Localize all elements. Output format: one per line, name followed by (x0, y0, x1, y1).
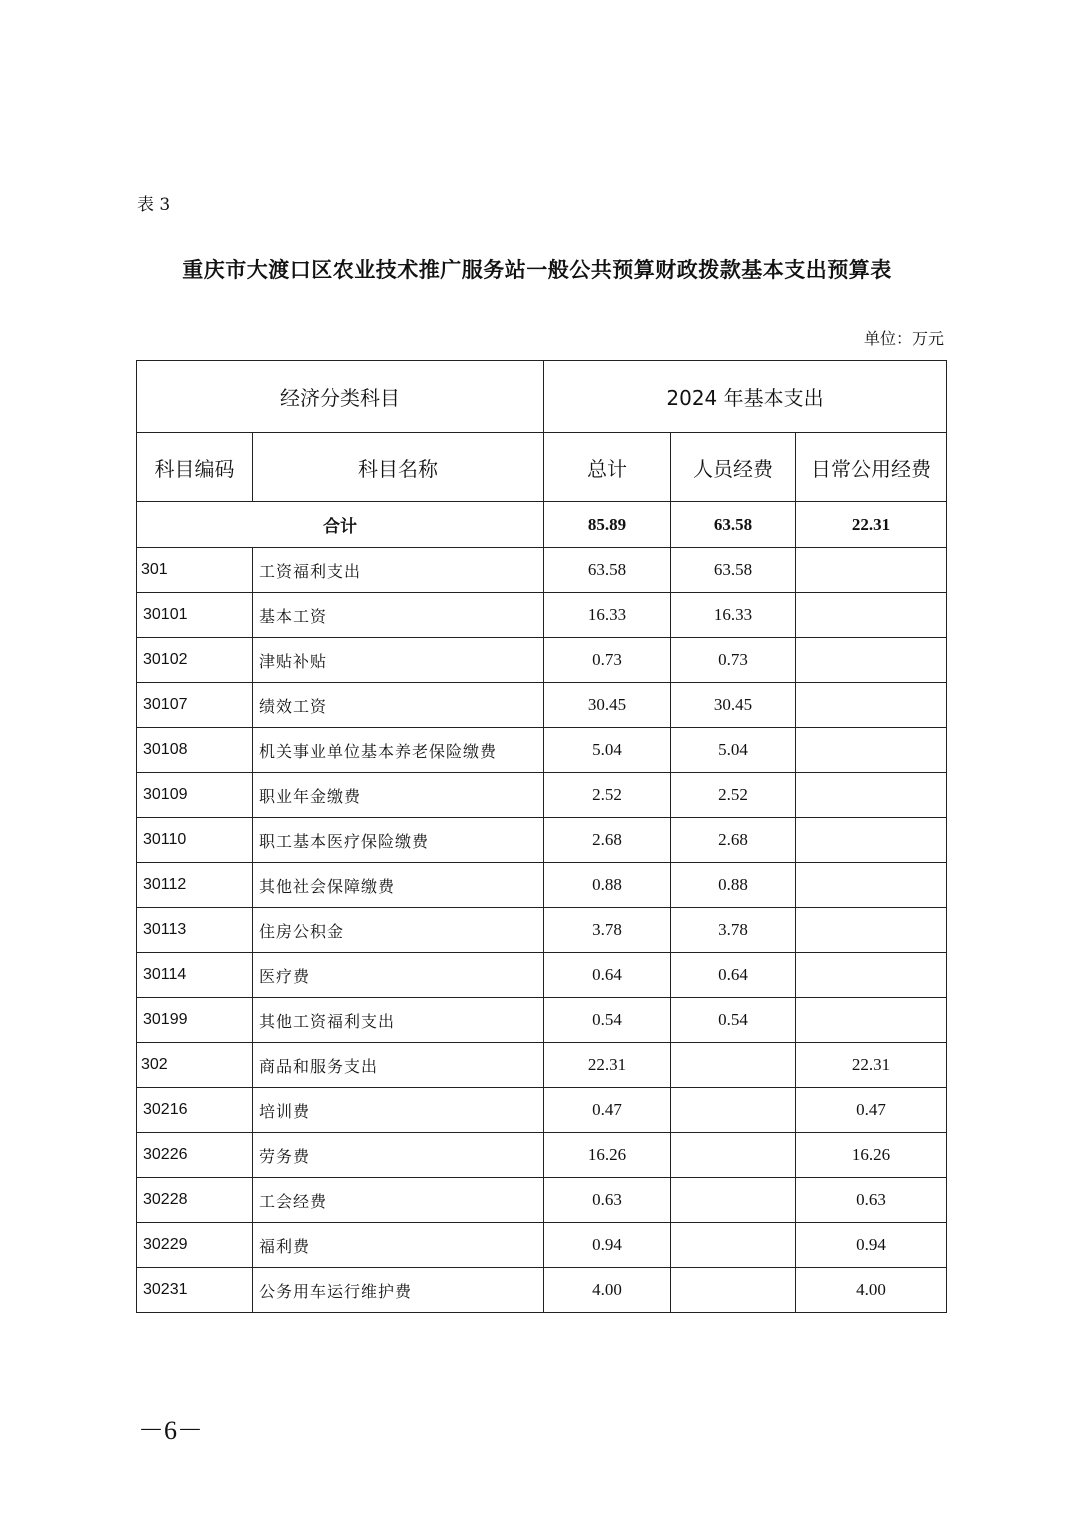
row-code: 301 (137, 548, 253, 593)
row-name: 住房公积金 (253, 908, 544, 953)
row-public (796, 863, 947, 908)
row-name: 工资福利支出 (253, 548, 544, 593)
table-row (137, 1268, 947, 1313)
row-name: 公务用车运行维护费 (253, 1268, 544, 1313)
row-public (796, 728, 947, 773)
row-total: 3.78 (544, 908, 671, 953)
table-body (137, 548, 947, 1313)
row-total: 0.88 (544, 863, 671, 908)
row-total: 16.26 (544, 1133, 671, 1178)
total-total: 85.89 (544, 502, 671, 548)
row-code: 302 (137, 1043, 253, 1088)
header-personnel: 人员经费 (671, 433, 796, 502)
row-public (796, 593, 947, 638)
row-code: 30226 (137, 1133, 253, 1178)
row-total: 0.73 (544, 638, 671, 683)
row-total: 5.04 (544, 728, 671, 773)
row-total: 2.52 (544, 773, 671, 818)
row-public: 22.31 (796, 1043, 947, 1088)
row-name: 津贴补贴 (253, 638, 544, 683)
table-row (137, 908, 947, 953)
table-row (137, 548, 947, 593)
row-name: 福利费 (253, 1223, 544, 1268)
row-name: 职业年金缴费 (253, 773, 544, 818)
row-personnel: 0.64 (671, 953, 796, 998)
total-personnel: 63.58 (671, 502, 796, 548)
header-code: 科目编码 (137, 433, 253, 502)
row-name: 机关事业单位基本养老保险缴费 (253, 728, 544, 773)
row-name: 其他工资福利支出 (253, 998, 544, 1043)
row-personnel: 16.33 (671, 593, 796, 638)
table-row (137, 1043, 947, 1088)
row-personnel (671, 1133, 796, 1178)
table-row (137, 953, 947, 998)
row-personnel (671, 1043, 796, 1088)
row-code: 30114 (137, 953, 253, 998)
row-public (796, 953, 947, 998)
row-personnel: 5.04 (671, 728, 796, 773)
table-row (137, 1088, 947, 1133)
row-name: 其他社会保障缴费 (253, 863, 544, 908)
table-row (137, 638, 947, 683)
row-personnel: 0.88 (671, 863, 796, 908)
page-title: 重庆市大渡口区农业技术推广服务站一般公共预算财政拨款基本支出预算表 (182, 257, 892, 282)
header-group-economic: 经济分类科目 (137, 361, 544, 433)
row-name: 职工基本医疗保险缴费 (253, 818, 544, 863)
row-name: 工会经费 (253, 1178, 544, 1223)
row-total: 16.33 (544, 593, 671, 638)
row-personnel: 0.73 (671, 638, 796, 683)
budget-table (136, 360, 947, 1313)
table-row (137, 1178, 947, 1223)
unit-label: 单位：万元 (863, 329, 944, 348)
row-code: 30113 (137, 908, 253, 953)
row-public (796, 998, 947, 1043)
total-row (137, 502, 947, 548)
row-personnel (671, 1223, 796, 1268)
row-public: 0.94 (796, 1223, 947, 1268)
row-code: 30216 (137, 1088, 253, 1133)
row-total: 0.47 (544, 1088, 671, 1133)
row-code: 30109 (137, 773, 253, 818)
row-total: 30.45 (544, 683, 671, 728)
row-public: 4.00 (796, 1268, 947, 1313)
row-total: 63.58 (544, 548, 671, 593)
row-name: 商品和服务支出 (253, 1043, 544, 1088)
row-public (796, 773, 947, 818)
row-total: 2.68 (544, 818, 671, 863)
header-total: 总计 (544, 433, 671, 502)
row-public (796, 683, 947, 728)
row-public: 16.26 (796, 1133, 947, 1178)
row-code: 30102 (137, 638, 253, 683)
row-name: 绩效工资 (253, 683, 544, 728)
row-personnel (671, 1268, 796, 1313)
table-label: 表 3 (137, 195, 171, 215)
table-row (137, 773, 947, 818)
row-total: 0.94 (544, 1223, 671, 1268)
header-name: 科目名称 (253, 433, 544, 502)
row-public: 0.47 (796, 1088, 947, 1133)
row-total: 0.63 (544, 1178, 671, 1223)
table-row (137, 863, 947, 908)
header-public: 日常公用经费 (796, 433, 947, 502)
row-name: 劳务费 (253, 1133, 544, 1178)
row-code: 30112 (137, 863, 253, 908)
row-total: 4.00 (544, 1268, 671, 1313)
table-row (137, 1133, 947, 1178)
row-personnel: 30.45 (671, 683, 796, 728)
table-row (137, 998, 947, 1043)
table-row (137, 683, 947, 728)
row-code: 30228 (137, 1178, 253, 1223)
row-code: 30101 (137, 593, 253, 638)
row-name: 基本工资 (253, 593, 544, 638)
row-personnel: 63.58 (671, 548, 796, 593)
row-total: 22.31 (544, 1043, 671, 1088)
row-personnel (671, 1088, 796, 1133)
row-code: 30108 (137, 728, 253, 773)
row-code: 30110 (137, 818, 253, 863)
row-code: 30231 (137, 1268, 253, 1313)
table-row (137, 593, 947, 638)
table-row (137, 818, 947, 863)
row-code: 30199 (137, 998, 253, 1043)
table-row (137, 1223, 947, 1268)
row-public: 0.63 (796, 1178, 947, 1223)
row-code: 30107 (137, 683, 253, 728)
row-name: 培训费 (253, 1088, 544, 1133)
table-row (137, 728, 947, 773)
row-public (796, 908, 947, 953)
total-public: 22.31 (796, 502, 947, 548)
row-public (796, 638, 947, 683)
header-group-basic-expenditure: 2024 年基本支出 (544, 361, 947, 433)
row-public (796, 818, 947, 863)
total-label: 合计 (137, 502, 544, 548)
row-code: 30229 (137, 1223, 253, 1268)
row-name: 医疗费 (253, 953, 544, 998)
row-personnel: 3.78 (671, 908, 796, 953)
row-personnel (671, 1178, 796, 1223)
page-number: －6－ (138, 1416, 204, 1445)
row-total: 0.64 (544, 953, 671, 998)
row-public (796, 548, 947, 593)
row-personnel: 2.68 (671, 818, 796, 863)
row-total: 0.54 (544, 998, 671, 1043)
row-personnel: 0.54 (671, 998, 796, 1043)
row-personnel: 2.52 (671, 773, 796, 818)
